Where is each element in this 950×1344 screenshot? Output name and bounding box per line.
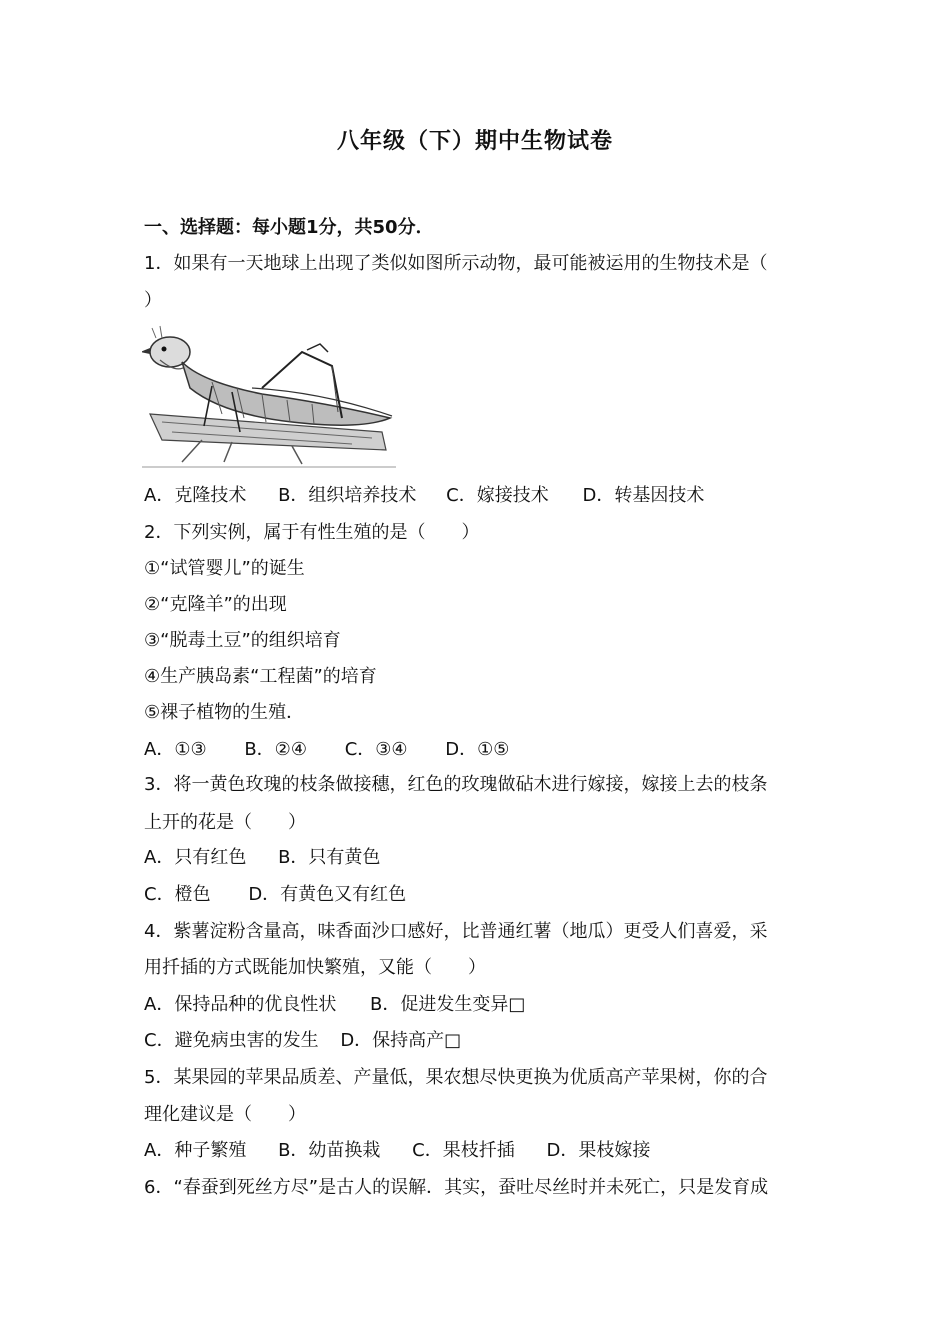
question-3-options [144,846,380,870]
question-3-stem: 3．将一黄色玫瑰的枝条做接穗，红色的玫瑰做砧木进行嫁接，嫁接上去的枝条 [144,774,768,795]
question-2-options [144,738,509,762]
option-a: A．克隆技术 [144,485,247,506]
question-2-item: ②“克隆羊”的出现 [144,594,287,615]
question-1-stem-cont: ） [144,290,162,311]
question-4-options [144,993,525,1017]
question-4-stem-cont: 用扦插的方式既能加快繁殖，又能（ ） [144,957,486,978]
option-d: D．果枝嫁接 [546,1140,651,1161]
option-a: A．保持品种的优良性状 [144,994,337,1015]
question-2-item: ④生产胰岛素“工程菌”的培育 [144,666,377,687]
option-a: A．只有红色 [144,847,247,868]
question-2-stem: 2．下列实例，属于有性生殖的是（ ） [144,522,480,543]
option-d: D．①⑤ [445,739,510,760]
question-4-options [144,1029,461,1053]
question-6-stem: 6．“春蚕到死丝方尽”是古人的误解．其实，蚕吐尽丝时并未死亡，只是发育成 [144,1177,769,1198]
question-5-stem-cont: 理化建议是（ ） [144,1104,306,1125]
option-c: C．嫁接技术 [446,485,549,506]
option-b: B．促进发生变异□ [370,994,526,1015]
page-title: 八年级（下）期中生物试卷 [336,129,613,154]
option-d: D．保持高产□ [340,1030,462,1051]
option-b: B．组织培养技术 [278,485,417,506]
question-1-options [144,484,704,508]
option-a: A．①③ [144,739,207,760]
option-d: D．有黄色又有红色 [248,884,407,905]
question-2-item: ③“脱毒土豆”的组织培育 [144,630,341,651]
option-d: D．转基因技术 [582,485,705,506]
section-heading: 一、选择题：每小题1分，共50分． [144,217,434,238]
option-c: C．橙色 [144,884,211,905]
option-c: C．避免病虫害的发生 [144,1030,319,1051]
option-c: C．果枝扦插 [412,1140,515,1161]
option-c: C．③④ [344,739,408,760]
option-b: B．幼苗换栽 [278,1140,381,1161]
option-b: B．②④ [244,739,307,760]
question-2-item: ①“试管婴儿”的诞生 [144,558,305,579]
bird-grasshopper-figure [142,322,396,468]
option-a: A．种子繁殖 [144,1140,247,1161]
question-5-options [144,1139,650,1163]
question-2-item: ⑤裸子植物的生殖． [144,702,305,723]
option-b: B．只有黄色 [278,847,381,868]
question-5-stem: 5．某果园的苹果品质差、产量低，果农想尽快更换为优质高产苹果树，你的合 [144,1067,768,1088]
question-1-stem: 1．如果有一天地球上出现了类似如图所示动物，最可能被运用的生物技术是（ [144,253,768,274]
question-4-stem: 4．紫薯淀粉含量高，味香面沙口感好，比普通红薯（地瓜）更受人们喜爱，采 [144,921,768,942]
question-3-options [144,883,406,907]
question-3-stem-cont: 上开的花是（ ） [144,812,306,833]
